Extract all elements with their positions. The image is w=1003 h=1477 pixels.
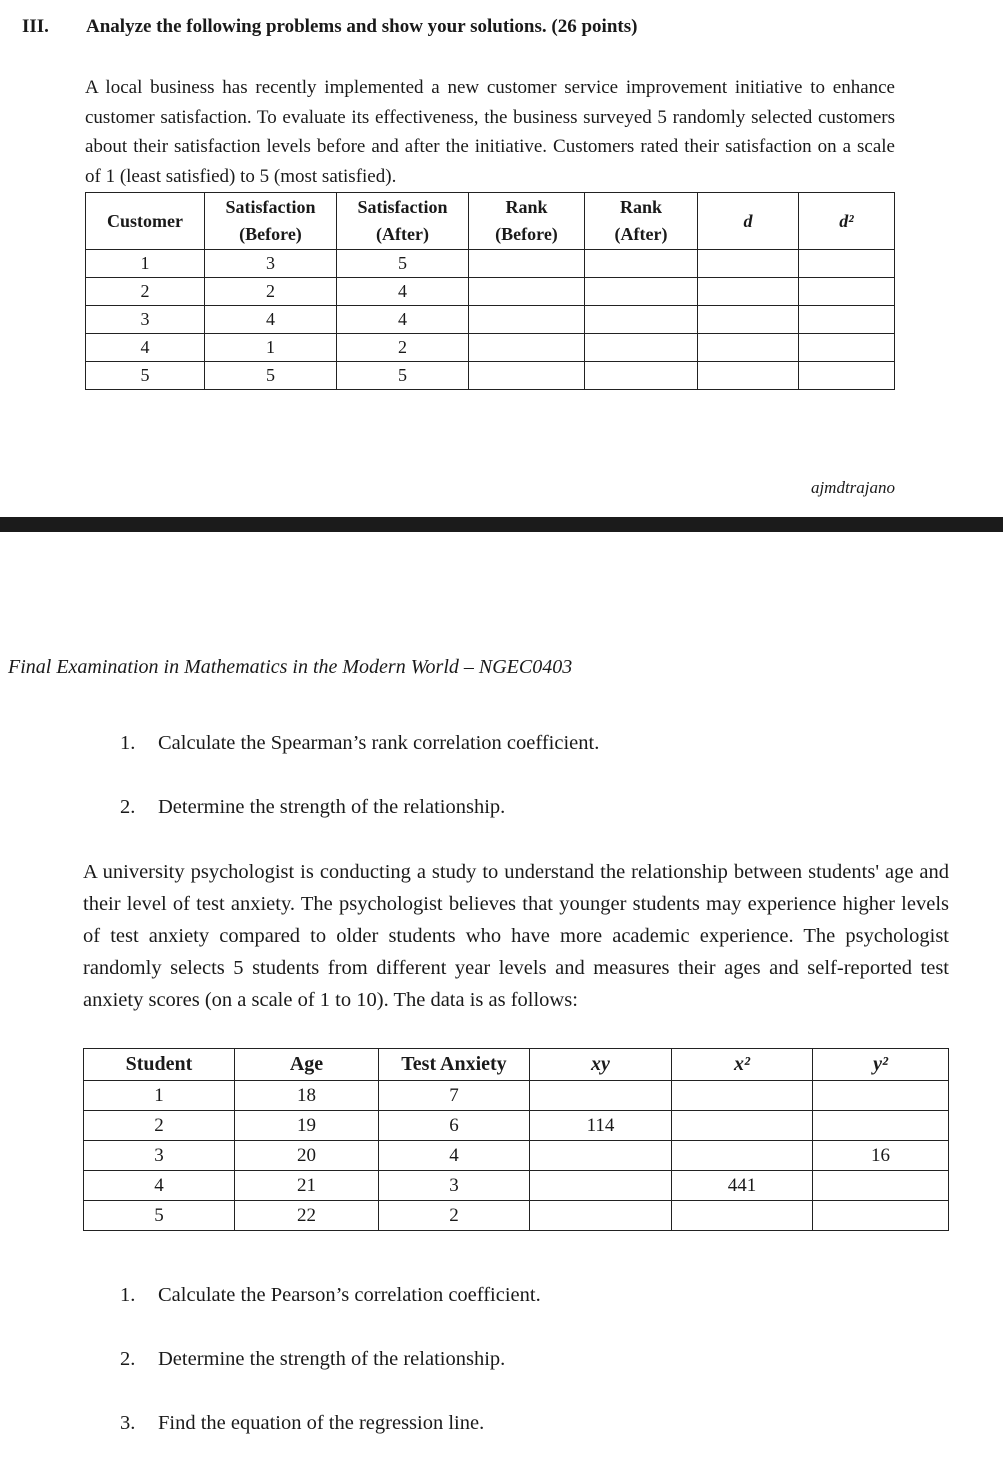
table-row [86,362,895,390]
table-header-row [86,193,895,250]
col-header-student: Student [84,1049,235,1081]
table-cell [469,306,585,334]
table-cell: 1 [84,1081,235,1111]
col-header-rank-after: Rank (After) [585,193,698,250]
question-text: Find the equation of the regression line. [158,1412,485,1434]
table-cell [698,250,799,278]
table-row [84,1081,949,1111]
table-cell [813,1171,949,1201]
table-cell: 4 [379,1141,530,1171]
question-text: Calculate the Pearson’s correlation coefficient. [158,1284,541,1306]
table-row [86,250,895,278]
table-cell [813,1201,949,1231]
table-cell [698,278,799,306]
problem1-paragraph: A local business has recently implemented a new customer service improvement initiative to enhance customer satisfaction. To evaluate its effectiveness, the business surveyed 5 randomly selected customers about their satisfaction levels before and after the initiative. Customers rated their satisfaction on a scale of 1 (least satisfied) to 5 (most satisfied). [85,77,895,187]
table-row [84,1111,949,1141]
table-cell [799,362,895,390]
table-row [84,1201,949,1231]
table-cell: 2 [205,278,337,306]
table-cell [672,1201,813,1231]
table-cell [530,1081,672,1111]
pearson-table [83,1048,949,1231]
table-cell [672,1081,813,1111]
table-cell: 5 [337,362,469,390]
table-cell: 1 [205,334,337,362]
table-row [86,306,895,334]
question-item [120,732,599,755]
col-header-x-squared: x² [672,1049,813,1081]
table-cell: 4 [84,1171,235,1201]
exam-title: Final Examination in Mathematics in the Modern World – NGEC0403 [8,656,573,678]
table-header-row [84,1049,949,1081]
table-cell: 1 [86,250,205,278]
question-number: 2. [120,1348,136,1370]
table-cell: 4 [337,306,469,334]
table-cell [813,1111,949,1141]
table-cell: 6 [379,1111,530,1141]
question-item [120,1348,505,1371]
table-cell: 2 [86,278,205,306]
question-item [120,796,505,819]
section-title: Analyze the following problems and show your solutions. (26 points) [86,16,638,37]
table-cell [672,1141,813,1171]
table-cell: 18 [235,1081,379,1111]
question-number: 1. [120,1284,136,1306]
col-header-d: d [698,193,799,250]
table-cell [799,278,895,306]
table-cell: 20 [235,1141,379,1171]
table-cell [585,250,698,278]
author-signature: ajmdtrajano [810,478,895,497]
table-cell [530,1201,672,1231]
table-cell [698,334,799,362]
table-cell: 2 [84,1111,235,1141]
table-cell: 4 [86,334,205,362]
table-cell [799,334,895,362]
table-cell [672,1111,813,1141]
col-header-satisfaction-before: Satisfaction (Before) [205,193,337,250]
spearman-table [85,192,895,390]
table-cell: 7 [379,1081,530,1111]
col-header-d-squared: d² [799,193,895,250]
table-cell: 2 [337,334,469,362]
table-cell: 22 [235,1201,379,1231]
table-cell: 3 [205,250,337,278]
table-row [86,278,895,306]
table-cell [698,362,799,390]
question-number: 1. [120,732,136,754]
table-cell [469,278,585,306]
table-cell [698,306,799,334]
col-header-xy: xy [530,1049,672,1081]
table-cell: 4 [205,306,337,334]
table-cell: 16 [813,1141,949,1171]
col-header-y-squared: y² [813,1049,949,1081]
col-header-age: Age [235,1049,379,1081]
table-cell: 114 [530,1111,672,1141]
table-row [84,1141,949,1171]
table-cell: 2 [379,1201,530,1231]
table-cell [585,306,698,334]
question-text: Calculate the Spearman’s rank correlation coefficient. [158,732,600,754]
table-row [84,1171,949,1201]
table-cell: 3 [84,1141,235,1171]
section-number: III. [22,16,49,37]
table-cell [530,1141,672,1171]
table-cell [585,362,698,390]
col-header-rank-before: Rank (Before) [469,193,585,250]
table-cell [799,306,895,334]
table-cell: 21 [235,1171,379,1201]
table-cell: 4 [337,278,469,306]
table-cell: 5 [337,250,469,278]
table-row [86,334,895,362]
table-cell [469,362,585,390]
table-cell: 441 [672,1171,813,1201]
col-header-customer: Customer [86,193,205,250]
table-cell [799,250,895,278]
table-cell: 3 [86,306,205,334]
table-cell: 3 [379,1171,530,1201]
table-cell [813,1081,949,1111]
col-header-satisfaction-after: Satisfaction (After) [337,193,469,250]
table-cell [585,334,698,362]
question-number: 2. [120,796,136,818]
question-text: Determine the strength of the relationship. [158,1348,506,1370]
question-item [120,1284,541,1307]
question-item [120,1412,484,1435]
table-cell [530,1171,672,1201]
table-cell: 5 [205,362,337,390]
question-text: Determine the strength of the relationship. [158,796,506,818]
col-header-test-anxiety: Test Anxiety [379,1049,530,1081]
table-cell: 5 [86,362,205,390]
table-cell [469,250,585,278]
problem2-paragraph: A university psychologist is conducting a study to understand the relationship between students' age and their level of test anxiety. The psychologist believes that younger students may experience higher levels of test anxiety compared to older students who have more academic experience. The psychologist randomly selects 5 students from different year levels and measures their ages and self-reported test anxiety scores (on a scale of 1 to 10). The data is as follows: [83,861,949,1011]
table-cell: 19 [235,1111,379,1141]
table-cell: 5 [84,1201,235,1231]
page-divider [0,517,1003,532]
table-cell [585,278,698,306]
question-number: 3. [120,1412,136,1434]
table-cell [469,334,585,362]
